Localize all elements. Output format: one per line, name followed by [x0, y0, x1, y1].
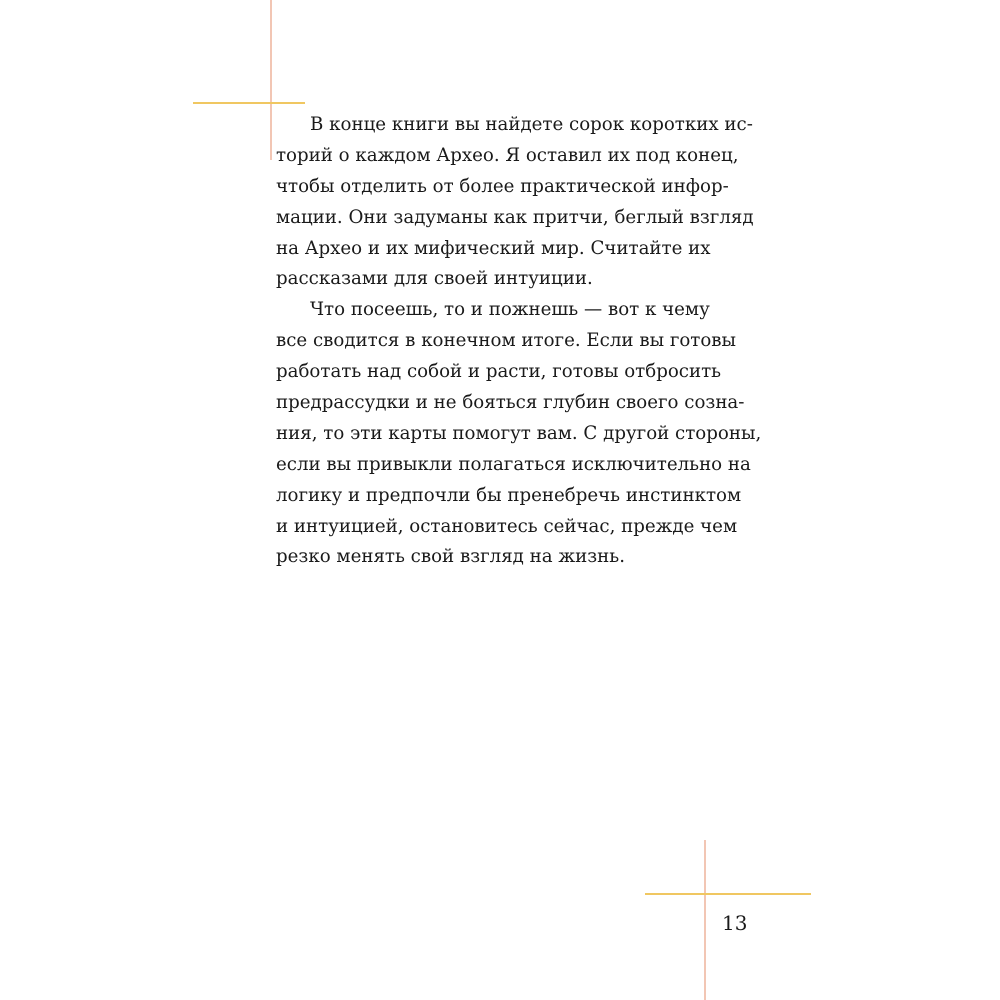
- paragraph-1-line-3: чтобы отделить от более практической инфор-: [276, 175, 729, 197]
- paragraph-1-line-6: рассказами для своей интуиции.: [276, 268, 593, 290]
- paragraph-2-line-6: если вы привыкли полагаться исключительно на: [276, 453, 751, 475]
- top-vertical-rule: [270, 0, 272, 160]
- paragraph-1-line-4: мации. Они задуманы как притчи, беглый взгляд: [276, 206, 754, 228]
- bottom-vertical-rule: [704, 840, 706, 1000]
- paragraph-2-line-4: предрассудки и не бояться глубин своего созна-: [276, 392, 745, 414]
- paragraph-2-line-2: все сводится в конечном итоге. Если вы готовы: [276, 330, 737, 352]
- paragraph-1-line-5: на Архео и их мифический мир. Считайте их: [276, 237, 711, 259]
- paragraph-1-line-1: В конце книги вы найдете сорок коротких ис-: [310, 114, 753, 135]
- page-number: 13: [722, 911, 748, 935]
- body-text: [276, 110, 762, 573]
- paragraph-2-line-8: и интуицией, остановитесь сейчас, прежде чем: [276, 515, 738, 537]
- top-horizontal-rule: [193, 102, 305, 104]
- paragraph-2-line-3: работать над собой и расти, готовы отбросить: [276, 361, 722, 383]
- bottom-horizontal-rule: [645, 893, 811, 895]
- paragraph-2-line-1: Что посеешь, то и пожнешь — вот к чему: [310, 299, 710, 321]
- paragraph-2-line-9: резко менять свой взгляд на жизнь.: [276, 546, 625, 568]
- paragraph-2-line-5: ния, то эти карты помогут вам. С другой стороны,: [276, 422, 762, 444]
- paragraph-2-line-7: логику и предпочли бы пренебречь инстинктом: [276, 484, 742, 506]
- paragraph-1-line-2: торий о каждом Архео. Я оставил их под конец,: [276, 144, 739, 166]
